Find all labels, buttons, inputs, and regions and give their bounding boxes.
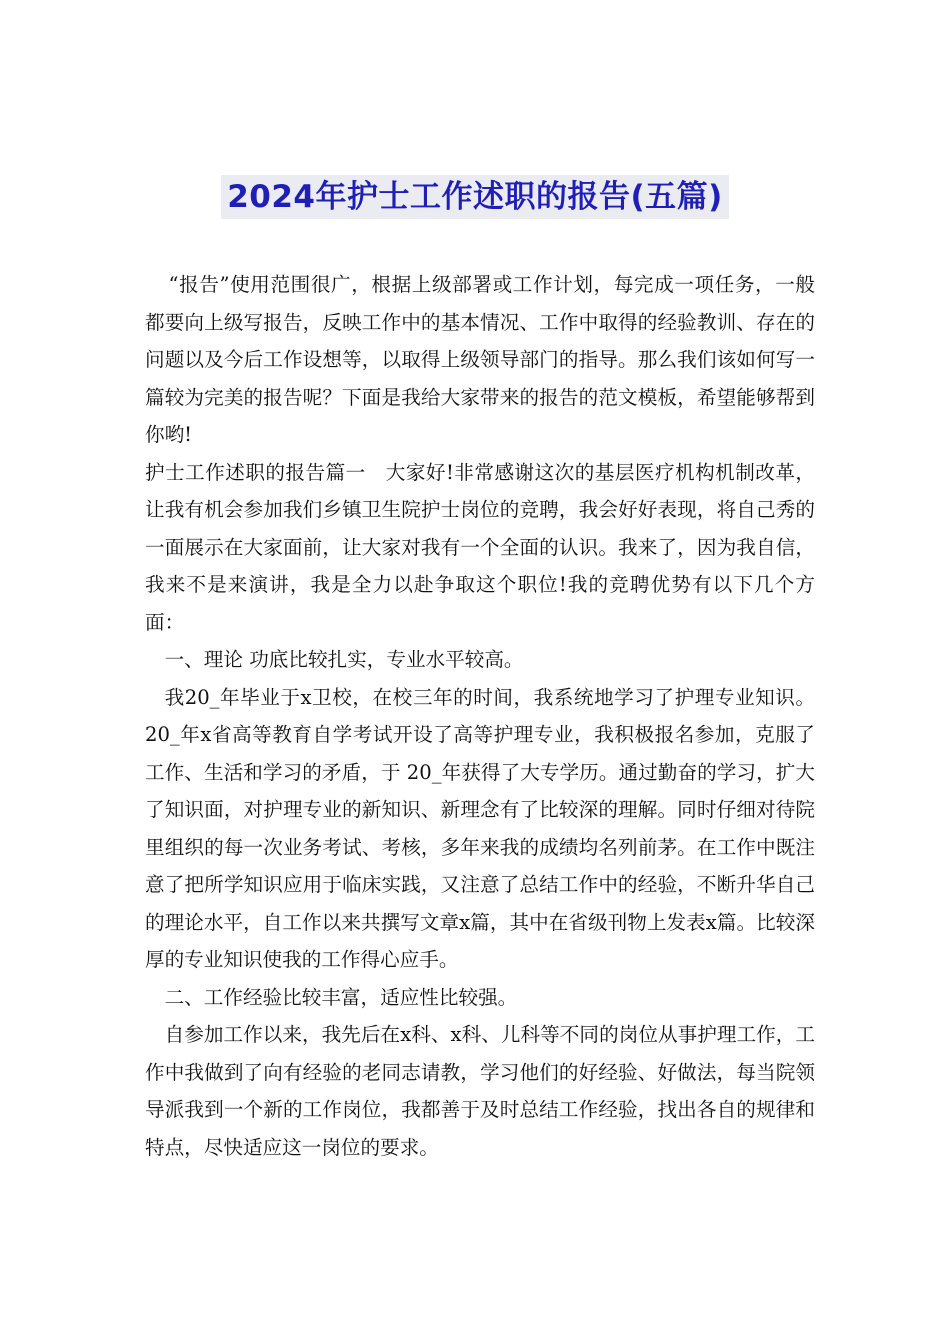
theory-paragraph: 我20_年毕业于x卫校，在校三年的时间，我系统地学习了护理专业知识。20_年x省高等教育自学考试开设了高等护理专业，我积极报名参加，克服了工作、生活和学习的矛盾，于 20_年获得了大专学历。通过勤奋的学习，扩大了知识面，对护理专业的新知识、新理念有了比较深的理解。同时仔细对待院里组织的每一次业务考试、考核，多年来我的成绩均名列前茅。在工作中既注意了把所学知识应用于临床实践，又注意了总结工作中的经验，不断升华自己的理论水平，自工作以来共撰写文章x篇，其中在省级刊物上发表x篇。比较深厚的专业知识使我的工作得心应手。 <box>145 685 815 971</box>
document-body <box>145 266 815 1166</box>
section-one-opening-paragraph: 护士工作述职的报告篇一 大家好!非常感谢这次的基层医疗机构机制改革，让我有机会参加我们乡镇卫生院护士岗位的竞聘，我会好好表现，将自己秀的一面展示在大家面前，让大家对我有一个全面的认识。我来了，因为我自信，我来不是来演讲，我是全力以赴争取这个职位!我的竞聘优势有以下几个方面： <box>145 460 815 634</box>
document-title: 2024年护士工作述职的报告(五篇) <box>221 175 729 219</box>
experience-paragraph: 自参加工作以来，我先后在x科、x科、儿科等不同的岗位从事护理工作，工作中我做到了向有经验的老同志请教，学习他们的好经验、好做法，每当院领导派我到一个新的工作岗位，我都善于及时总结工作经验，找出各自的规律和特点，尽快适应这一岗位的要求。 <box>145 1023 815 1159</box>
section-heading-experience: 二、工作经验比较丰富，适应性比较强。 <box>164 985 518 1009</box>
intro-paragraph: “报告”使用范围很广，根据上级部署或工作计划，每完成一项任务，一般都要向上级写报告，反映工作中的基本情况、工作中取得的经验教训、存在的问题以及今后工作设想等，以取得上级领导部门的指导。那么我们该如何写一篇较为完美的报告呢？下面是我给大家带来的报告的范文模板，希望能够帮到你哟! <box>145 273 815 446</box>
section-heading-theory: 一、理论 功底比较扎实，专业水平较高。 <box>164 648 524 671</box>
title-container <box>0 175 950 219</box>
